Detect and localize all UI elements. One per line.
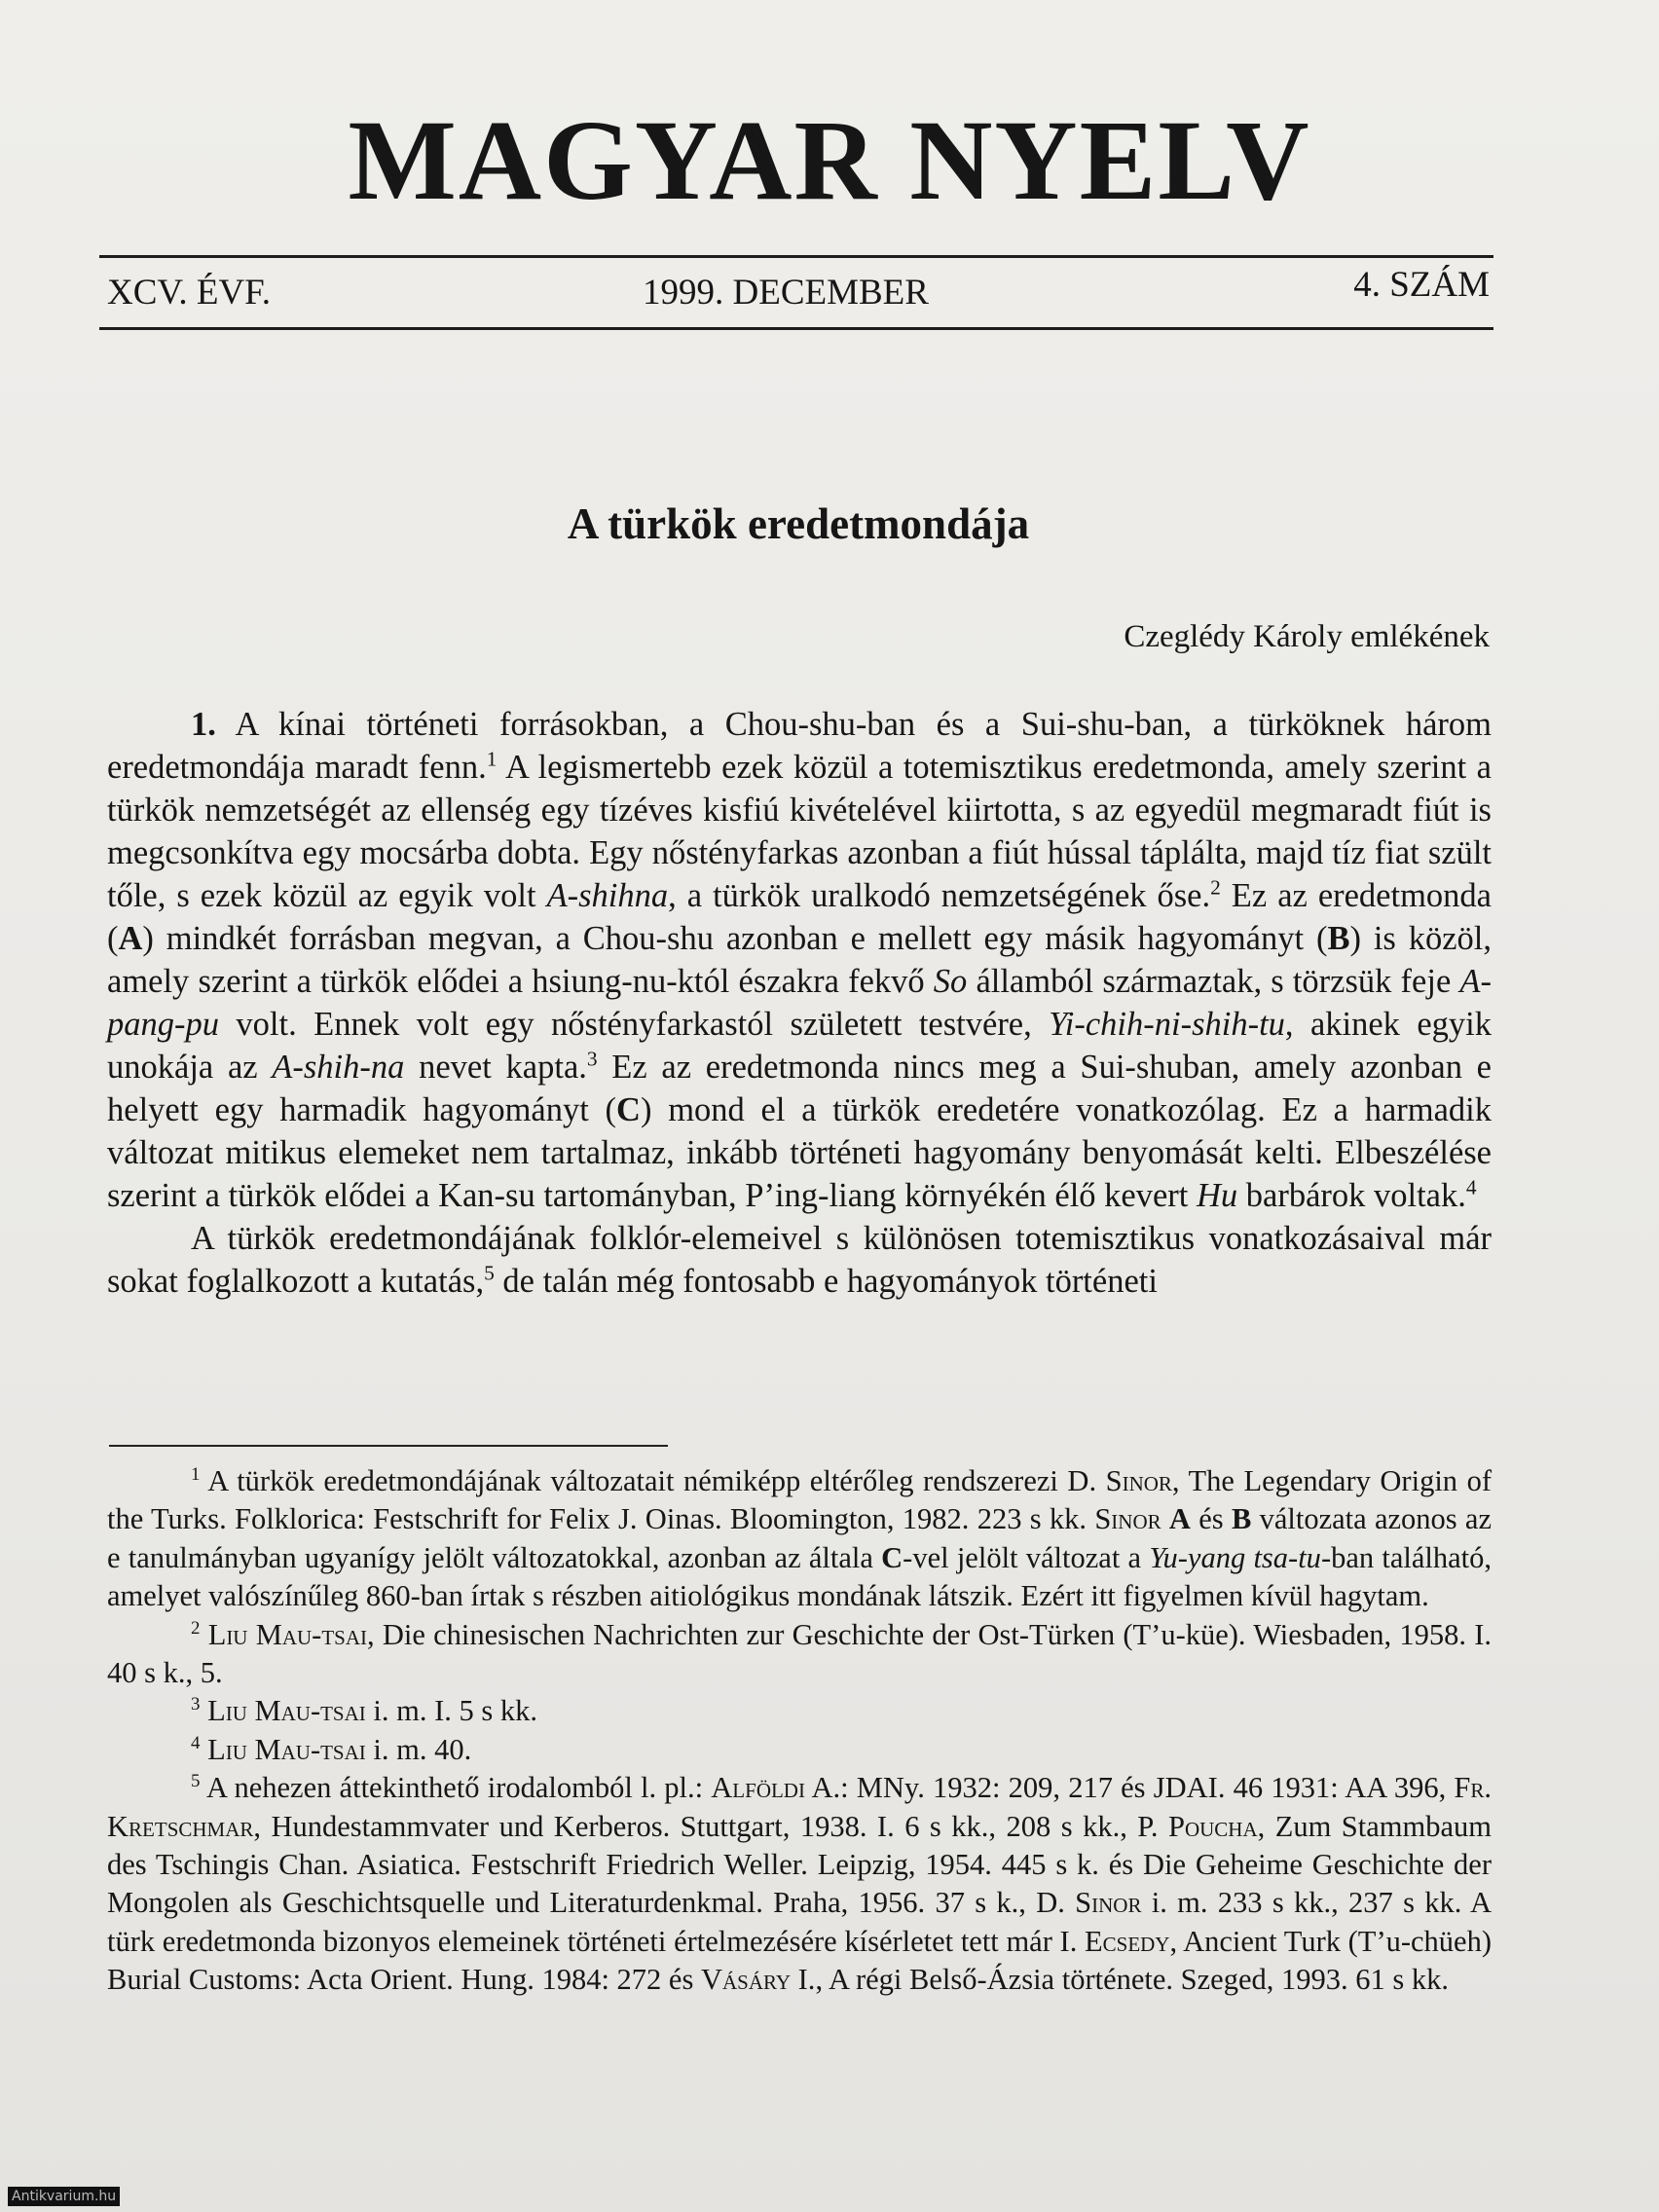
italic-term: Hu bbox=[1196, 1177, 1238, 1214]
text: nevet kapta. bbox=[404, 1049, 587, 1086]
issue-date: 1999. DECEMBER bbox=[643, 273, 929, 313]
paragraph-1 bbox=[107, 703, 1492, 1217]
footnote-5 bbox=[107, 1769, 1492, 1999]
italic-term: A-pang-pu bbox=[107, 963, 1492, 1043]
section-number: 1. bbox=[191, 706, 216, 743]
text: volt. Ennek volt egy nőstényfarkastól született testvére, bbox=[219, 1006, 1050, 1043]
text: , Hundestammvater und Kerberos. Stuttgart, 1938. I. 6 s kk., 208 s kk., P. bbox=[253, 1809, 1168, 1843]
text: ) is közöl, amely szerint a türkök elődei a hsiung-nu-któl északra fekvő bbox=[107, 920, 1492, 1000]
footnote-ref: 2 bbox=[1210, 875, 1221, 900]
footnote-ref: 5 bbox=[484, 1261, 495, 1285]
author-name: Fr. Kretschmar bbox=[107, 1771, 1492, 1843]
text: , a türkök uralkodó nemzetségének őse. bbox=[668, 877, 1211, 914]
author-name: Alföldi A. bbox=[711, 1771, 841, 1805]
text: , Zum Stammbaum des Tschingis Chan. Asiatica. Festschrift Friedrich Weller. Leipzig, 1954. 445 s k. és Die Geheime Geschichte der Mongolen als Geschichtsquelle und Literaturdenkmal. Praha, 1956. 37 s k., D. bbox=[107, 1809, 1492, 1920]
footnote-ref: 1 bbox=[486, 747, 498, 771]
article-body bbox=[107, 703, 1492, 1303]
text: változata azonos az e tanulmányban ugyanígy jelölt változatokkal, azonban az általa bbox=[107, 1502, 1493, 1574]
volume-label: XCV. ÉVF. bbox=[107, 273, 272, 313]
text: ) mindkét forrásban megvan, a Chou-shu azonban e mellett egy másik hagyományt ( bbox=[142, 920, 1328, 957]
author-name: Sinor bbox=[1105, 1464, 1172, 1497]
text: A nehezen áttekinthető irodalomból l. pl.: bbox=[200, 1771, 712, 1805]
paragraph-2 bbox=[107, 1217, 1492, 1303]
text: Ez az eredetmonda ( bbox=[107, 877, 1492, 957]
text: A türkök eredetmondájának változatait némiképp eltérőleg rendszerezi D. bbox=[200, 1464, 1106, 1497]
journal-masthead: MAGYAR NYELV bbox=[348, 96, 1311, 224]
italic-term: Yu-yang tsa-tu bbox=[1149, 1540, 1321, 1574]
text: ) mond el a türkök eredetére vonatkozólag. Ez a harmadik változat mitikus elemeket nem tartalmaz, inkább történeti hagyomány benyomását kelti. Elbeszélése szerint a türkök elődei a Kan-su tartományban, P’ing-liang környékén élő kevert bbox=[107, 1091, 1492, 1214]
footnote-number: 4 bbox=[191, 1732, 201, 1753]
text: , The Legendary Origin of the Turks. Folklorica: Festschrift for Felix J. Oinas. Bloomington, 1982. 223 s kk. bbox=[107, 1464, 1492, 1536]
text: de talán még fontosabb e hagyományok történeti bbox=[494, 1263, 1158, 1300]
issue-info-row bbox=[107, 265, 1490, 317]
footnote-separator bbox=[109, 1445, 668, 1447]
author-name: Liu Mau-tsai bbox=[207, 1732, 366, 1766]
author-name: Vásáry I. bbox=[700, 1963, 816, 1997]
footnote-2 bbox=[107, 1616, 1492, 1693]
text: államból származtak, s törzsük feje bbox=[967, 963, 1460, 1000]
variant-label: A bbox=[1168, 1502, 1191, 1536]
footnote-3 bbox=[107, 1692, 1492, 1730]
masthead-top-rule bbox=[99, 255, 1493, 258]
author-name: Liu Mau-tsai bbox=[207, 1694, 366, 1728]
text: A türkök eredetmondájának folklór-elemeivel s különösen totemisztikus vonatkozásaival már sokat foglalkozott a kutatás, bbox=[107, 1220, 1492, 1300]
variant-label: C bbox=[616, 1091, 641, 1128]
footnotes bbox=[107, 1462, 1492, 2000]
text: Ez az eredetmonda nincs meg a Sui-shuban, amely azonban e helyett egy harmadik hagyományt ( bbox=[107, 1049, 1492, 1128]
watermark: Antikvarium.hu bbox=[8, 2187, 120, 2206]
footnote-ref: 3 bbox=[586, 1047, 598, 1071]
issue-number: 4. SZÁM bbox=[1353, 265, 1490, 305]
author-name: Sinor bbox=[1075, 1886, 1142, 1920]
author-name: Liu Mau-tsai bbox=[207, 1617, 367, 1651]
text: , A régi Belső-Ázsia története. Szeged, 1993. 61 s kk. bbox=[815, 1963, 1449, 1997]
italic-term: So bbox=[933, 963, 968, 1000]
variant-label: A bbox=[118, 920, 143, 957]
footnote-4 bbox=[107, 1731, 1492, 1769]
footnote-number: 1 bbox=[191, 1463, 201, 1485]
text: , akinek egyik unokája az bbox=[107, 1006, 1492, 1086]
text: i. m. 233 s kk., 237 s kk. A türk eredetmonda bizonyos elemeinek történeti értelmezésére kísérletet tett már I. bbox=[107, 1886, 1493, 1958]
author-name: Ecsedy bbox=[1085, 1924, 1170, 1958]
italic-term: Yi-chih-ni-shih-tu bbox=[1049, 1006, 1285, 1043]
italic-term: A-shih-na bbox=[272, 1049, 405, 1086]
author-name: Sinor bbox=[1094, 1502, 1161, 1536]
masthead-bottom-rule bbox=[99, 327, 1493, 330]
text: : MNy. 1932: 209, 217 és JDAI. 46 1931: AA 396, bbox=[840, 1771, 1455, 1805]
article-title: A türkök eredetmondája bbox=[567, 499, 1030, 548]
footnote-number: 5 bbox=[191, 1771, 201, 1792]
author-name: Poucha bbox=[1167, 1809, 1258, 1843]
text bbox=[1161, 1502, 1169, 1535]
footnote-1 bbox=[107, 1462, 1492, 1616]
text: i. m. 40. bbox=[365, 1732, 472, 1766]
text: A legismertebb ezek közül a totemisztikus eredetmonda, amely szerint a türkök nemzetségét az ellenség egy tízéves kisfiú kivételével kiirtotta, s az egyedül megmaradt fiút is megcsonkítva egy mocsárba dobta. Egy nőstényfarkas azonban a fiút hússal táplálta, majd tíz fiat szült tőle, s ezek közül az egyik volt bbox=[107, 749, 1492, 914]
footnote-ref: 4 bbox=[1465, 1175, 1477, 1199]
text: barbárok voltak. bbox=[1237, 1177, 1466, 1214]
variant-label: B bbox=[1231, 1502, 1252, 1536]
footnote-number: 3 bbox=[191, 1694, 201, 1715]
variant-label: B bbox=[1327, 920, 1350, 957]
text: i. m. I. 5 s kk. bbox=[365, 1694, 537, 1728]
text: , Ancient Turk (T’u-chüeh) Burial Customs: Acta Orient. Hung. 1984: 272 és bbox=[107, 1924, 1492, 1997]
text: -ban található, amelyet valószínűleg 860-ban írtak s részben aitiológikus mondának látszik. Ezért itt figyelmen kívül hagytam. bbox=[107, 1540, 1493, 1613]
italic-term: A-shihna bbox=[546, 877, 669, 914]
text: -vel jelölt változat a bbox=[903, 1540, 1150, 1574]
text: és bbox=[1190, 1502, 1232, 1536]
text: A kínai történeti forrásokban, a Chou-shu-ban és a Sui-shu-ban, a türköknek három eredetmondája maradt fenn. bbox=[107, 706, 1492, 786]
dedication: Czeglédy Károly emlékének bbox=[1124, 619, 1490, 654]
variant-label: C bbox=[881, 1540, 903, 1574]
footnote-number: 2 bbox=[191, 1617, 201, 1639]
text: , Die chinesischen Nachrichten zur Geschichte der Ost-Türken (T’u-küe). Wiesbaden, 1958. I. 40 s k., 5. bbox=[107, 1617, 1492, 1690]
